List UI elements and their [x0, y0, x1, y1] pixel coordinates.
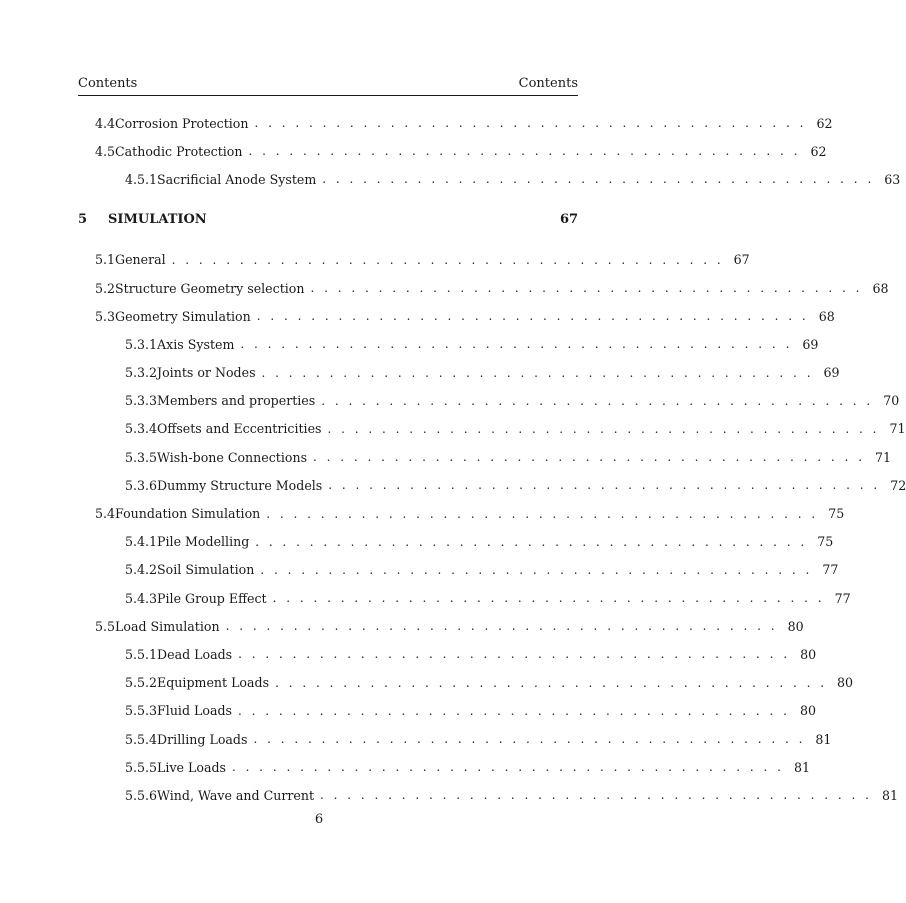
toc-entry-title: Geometry Simulation: [115, 309, 257, 324]
toc-entry-number: 5.5.4: [125, 731, 158, 747]
toc-entry-title: Load Simulation: [115, 619, 226, 634]
toc-chapter-number: 5: [78, 212, 88, 228]
toc-entry-number: 5.5: [95, 618, 116, 634]
toc-entry-page: 80: [787, 618, 804, 634]
toc-entry-number: 5.1: [95, 252, 116, 268]
toc-entry-number: 4.5.1: [125, 171, 158, 187]
toc-entry-page: 69: [823, 365, 840, 381]
toc-entry-number: 5.5.5: [125, 759, 158, 775]
dot-leader: . . . . . . . . . . . . . . . . . . . . . . . . . . . . . . . . . . . . . . . . .: [232, 760, 784, 775]
toc-entry: [0, 274, 889, 302]
toc-entry-number: 5.3.1: [125, 336, 158, 352]
dot-leader: . . . . . . . . . . . . . . . . . . . . . . . . . . . . . . . . . . . . . . . . .: [238, 647, 791, 662]
toc-entry-page: 80: [837, 675, 854, 691]
dot-leader: . . . . . . . . . . . . . . . . . . . . . . . . . . . . . . . . . . . . . . . . .: [313, 450, 866, 465]
toc-entry-number: 5.3.5: [125, 449, 158, 465]
toc-entry-title: Dead Loads: [157, 647, 238, 662]
toc-entry-page: 70: [883, 393, 900, 409]
toc-entry-number: 5.3.4: [125, 421, 158, 437]
page-footer: [0, 812, 638, 827]
toc-entry: [0, 246, 750, 274]
toc-entry-page: 81: [882, 787, 899, 803]
toc-entry-title: Drilling Loads: [157, 732, 253, 747]
toc-entry-page: 75: [828, 506, 845, 522]
toc-entry-title: Soil Simulation: [157, 562, 260, 577]
dot-leader: . . . . . . . . . . . . . . . . . . . . . . . . . . . . . . . . . . . . . . . . .: [320, 788, 872, 803]
toc-entry-number: 4.4: [95, 115, 116, 131]
toc-entry: [0, 499, 845, 527]
toc-entry: [0, 725, 832, 753]
toc-entry-title: Offsets and Eccentricities: [157, 421, 327, 436]
toc-entry-number: 5.3.6: [125, 477, 158, 493]
dot-leader: . . . . . . . . . . . . . . . . . . . . . . . . . . . . . . . . . . . . . . . . .: [322, 172, 875, 187]
toc-entry-title: Joints or Nodes: [157, 365, 261, 380]
toc-entry-page: 81: [815, 731, 832, 747]
toc-chapter-title: SIMULATION: [108, 212, 213, 227]
toc-entry-title: Fluid Loads: [157, 703, 238, 718]
page-number: 6: [314, 812, 324, 827]
toc-entry-number: 5.4.1: [125, 534, 158, 550]
toc-entry-number: 5.4.2: [125, 562, 158, 578]
toc-entry-number: 5.3.2: [125, 365, 158, 381]
toc-entry: [0, 584, 851, 612]
toc-entry-title: Wish-bone Connections: [157, 450, 313, 465]
toc-entry-title: Corrosion Protection: [115, 116, 254, 131]
toc-chapter-entry: [0, 206, 638, 234]
toc-entry-number: 5.4: [95, 506, 116, 522]
dot-leader: . . . . . . . . . . . . . . . . . . . . . . . . . . . . . . . . . . . . . . . . .: [310, 281, 863, 296]
toc-entry: [0, 330, 819, 358]
toc-entry: [0, 753, 811, 781]
toc-entry-page: 72: [890, 477, 906, 493]
toc-entry-number: 4.5: [95, 143, 116, 159]
toc-entry: [0, 302, 835, 330]
dot-leader: . . . . . . . . . . . . . . . . . . . . . . . . . . . . . . . . . . . . . . . . .: [261, 365, 814, 380]
toc-entry: [0, 387, 900, 415]
toc-entry-page: 71: [875, 449, 892, 465]
toc-entry-page: 80: [799, 703, 817, 719]
dot-leader: . . . . . . . . . . . . . . . . . . . . . . . . . . . . . . . . . . . . . . . . .: [275, 675, 828, 690]
toc-chapter-page: 67: [560, 212, 579, 228]
dot-leader: . . . . . . . . . . . . . . . . . . . . . . . . . . . . . . . . . . . . . . . . .: [248, 144, 801, 159]
header-left: Contents: [78, 76, 138, 91]
toc-entry-page: 80: [800, 646, 817, 662]
toc-entry-title: General: [115, 252, 172, 267]
toc-entry-number: 5.5.3: [125, 703, 158, 719]
dot-leader: . . . . . . . . . . . . . . . . . . . . . . . . . . . . . . . . . . . . . . . . .: [260, 562, 813, 577]
toc-entry-title: Dummy Structure Models: [157, 478, 328, 493]
toc-entry-page: 71: [889, 421, 906, 437]
toc-entry-title: Members and properties: [157, 393, 321, 408]
toc-entry: [0, 137, 827, 165]
toc-entry-number: 5.5.1: [125, 646, 158, 662]
toc-entry: [0, 669, 854, 697]
toc-entry: [0, 640, 817, 668]
toc-entry: [0, 556, 839, 584]
toc-entry-title: Axis System: [157, 337, 240, 352]
toc-entry-page: 69: [802, 336, 819, 352]
toc-entry-title: Structure Geometry selection: [115, 281, 310, 296]
toc-entry-page: 62: [810, 143, 827, 159]
dot-leader: . . . . . . . . . . . . . . . . . . . . . . . . . . . . . . . . . . . . . . . . .: [327, 421, 880, 436]
header-right: Contents: [518, 76, 578, 91]
toc-entry-title: Wind, Wave and Current: [157, 788, 320, 803]
toc-entry-title: Sacrificial Anode System: [157, 172, 322, 187]
toc-entry-number: 5.5.2: [125, 675, 158, 691]
dot-leader: . . . . . . . . . . . . . . . . . . . . . . . . . . . . . . . . . . . . . . . . .: [256, 309, 809, 324]
toc-entry-page: 75: [817, 534, 834, 550]
toc-entry-page: 77: [822, 562, 839, 578]
toc-entry-page: 67: [733, 252, 750, 268]
dot-leader: . . . . . . . . . . . . . . . . . . . . . . . . . . . . . . . . . . . . . . . . .: [328, 478, 881, 493]
toc-entry: [0, 471, 906, 499]
toc-entry-page: 68: [872, 280, 889, 296]
toc-entry-page: 63: [884, 171, 901, 187]
table-of-contents: [0, 109, 906, 810]
dot-leader: . . . . . . . . . . . . . . . . . . . . . . . . . . . . . . . . . . . . . . . . .: [240, 337, 793, 352]
toc-entry-title: Pile Modelling: [157, 534, 255, 549]
toc-entry-page: 68: [818, 308, 835, 324]
running-header: [78, 76, 578, 96]
toc-entry: [0, 109, 833, 137]
toc-entry-title: Cathodic Protection: [115, 144, 248, 159]
toc-entry: [0, 697, 817, 725]
toc-entry-page: 62: [816, 115, 833, 131]
toc-entry-title: Live Loads: [157, 760, 232, 775]
toc-entry: [0, 528, 834, 556]
toc-entry-page: 81: [793, 759, 811, 775]
toc-entry: [0, 415, 906, 443]
dot-leader: . . . . . . . . . . . . . . . . . . . . . . . . . . . . . . . . . . . . . . . . .: [272, 591, 825, 606]
dot-leader: . . . . . . . . . . . . . . . . . . . . . . . . . . . . . . . . . . . . . . . . .: [238, 703, 790, 718]
toc-entry-page: 77: [834, 590, 851, 606]
toc-entry-number: 5.4.3: [125, 590, 158, 606]
toc-entry-title: Equipment Loads: [157, 675, 275, 690]
dot-leader: . . . . . . . . . . . . . . . . . . . . . . . . . . . . . . . . . . . . . . . . .: [321, 393, 874, 408]
dot-leader: . . . . . . . . . . . . . . . . . . . . . . . . . . . . . . . . . . . . . . . . .: [225, 619, 778, 634]
toc-entry: [0, 359, 840, 387]
toc-entry: [0, 612, 804, 640]
toc-entry-title: Foundation Simulation: [115, 506, 266, 521]
toc-entry: [0, 781, 899, 809]
toc-entry-number: 5.5.6: [125, 787, 158, 803]
dot-leader: . . . . . . . . . . . . . . . . . . . . . . . . . . . . . . . . . . . . . . . . .: [253, 732, 806, 747]
toc-entry: [0, 165, 901, 193]
dot-leader: . . . . . . . . . . . . . . . . . . . . . . . . . . . . . . . . . . . . . . . . .: [266, 506, 819, 521]
toc-entry: [0, 443, 892, 471]
dot-leader: . . . . . . . . . . . . . . . . . . . . . . . . . . . . . . . . . . . . . . . . .: [254, 116, 807, 131]
toc-entry-number: 5.3: [95, 308, 116, 324]
toc-entry-number: 5.3.3: [125, 393, 158, 409]
toc-entry-number: 5.2: [95, 280, 116, 296]
dot-leader: . . . . . . . . . . . . . . . . . . . . . . . . . . . . . . . . . . . . . . . . .: [255, 534, 808, 549]
dot-leader: . . . . . . . . . . . . . . . . . . . . . . . . . . . . . . . . . . . . . . . . .: [171, 252, 724, 267]
toc-entry-title: Pile Group Effect: [157, 591, 273, 606]
